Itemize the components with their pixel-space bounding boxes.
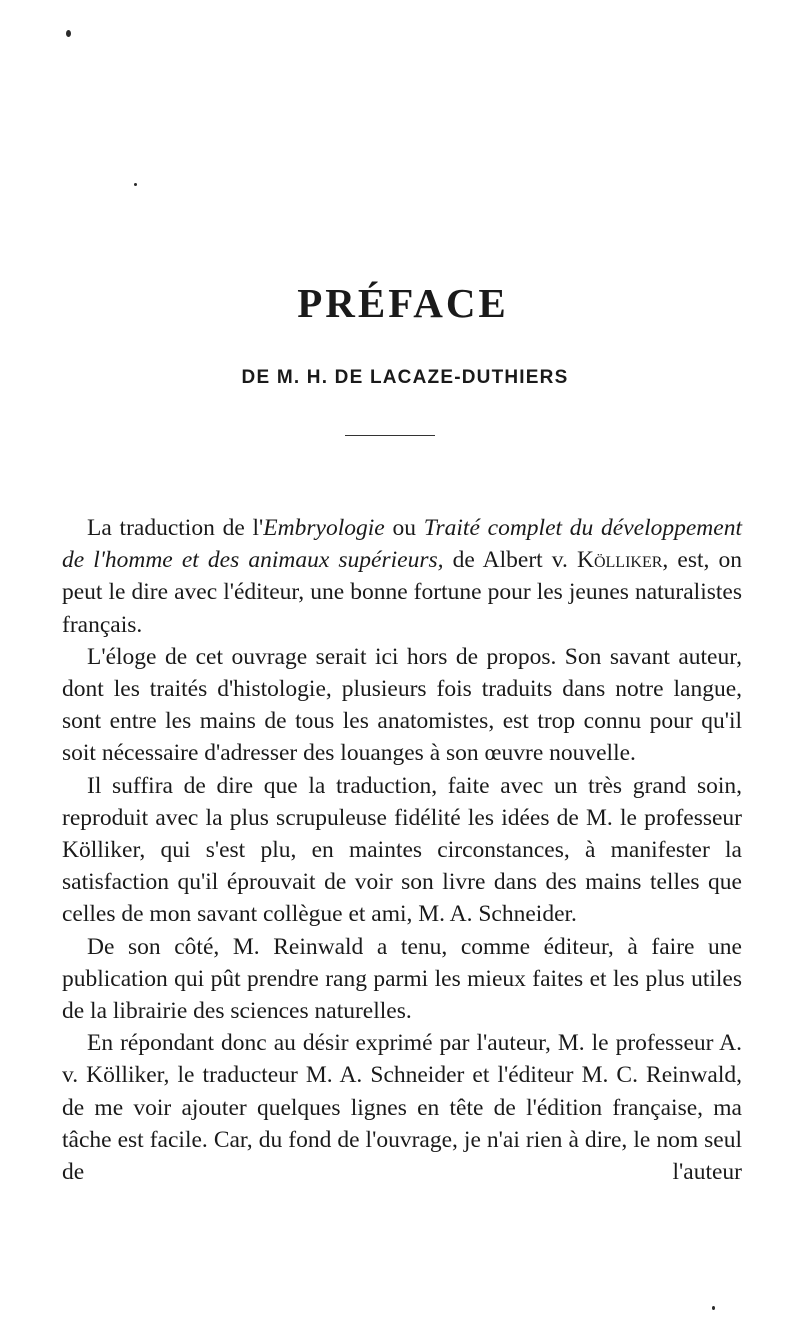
paragraph-1-text-a: La traduction de l' bbox=[87, 515, 264, 541]
scan-speck bbox=[66, 30, 71, 37]
preface-body bbox=[62, 512, 742, 1188]
paragraph-1 bbox=[62, 512, 742, 641]
page-subtitle: DE M. H. DE LACAZE-DUTHIERS bbox=[241, 367, 569, 388]
paragraph-1-text-d: , est, on peut le dire avec l'éditeur, une bonne fortune pour les jeunes naturalistes français. bbox=[62, 547, 742, 638]
title-divider bbox=[345, 435, 435, 436]
paragraph-1-text-c: de Albert v. bbox=[443, 547, 577, 574]
page-title: PRÉFACE bbox=[297, 280, 509, 326]
paragraph-2: L'éloge de cet ouvrage serait ici hors de propos. Son savant auteur, dont les traités d'histologie, plusieurs fois traduits dans notre langue, sont entre les mains de tous les anatomistes, est trop connu pour qu'il soit nécessaire d'adresser des louanges à son œuvre nouvelle. bbox=[62, 643, 742, 767]
paragraph-3: Il suffira de dire que la traduction, faite avec un très grand soin, reproduit avec la plus scrupuleuse fidélité les idées de M. le professeur Kölliker, qui s'est plu, en maintes circonstances, à manifester la satisfaction qu'il éprouvait de voir son livre dans des mains telles que celles de mon savant collègue et ami, M. A. Schneider. bbox=[62, 772, 742, 928]
scan-speck bbox=[134, 183, 137, 186]
paragraph-4: De son côté, M. Reinwald a tenu, comme éditeur, à faire une publication qui pût prendre rang parmi les mieux faites et les plus utiles de la librairie des sciences naturelles. bbox=[62, 933, 742, 1025]
scan-speck bbox=[712, 1306, 715, 1310]
paragraph-5: En répondant donc au désir exprimé par l'auteur, M. le professeur A. v. Kölliker, le traducteur M. A. Schneider et l'éditeur M. C. Reinwald, de me voir ajouter quelques lignes en tête de l'édition française, ma tâche est facile. Car, du fond de l'ouvrage, je n'ai rien à dire, le nom seul de l'auteur bbox=[62, 1030, 742, 1186]
paragraph-1-text-b: ou bbox=[384, 515, 424, 541]
author-name-kolliker: Kölliker bbox=[577, 547, 663, 574]
book-title-embryologie: Embryologie bbox=[263, 515, 385, 541]
book-subtitle: Traité complet du développement de l'homme et des animaux supérieurs, bbox=[62, 515, 742, 574]
